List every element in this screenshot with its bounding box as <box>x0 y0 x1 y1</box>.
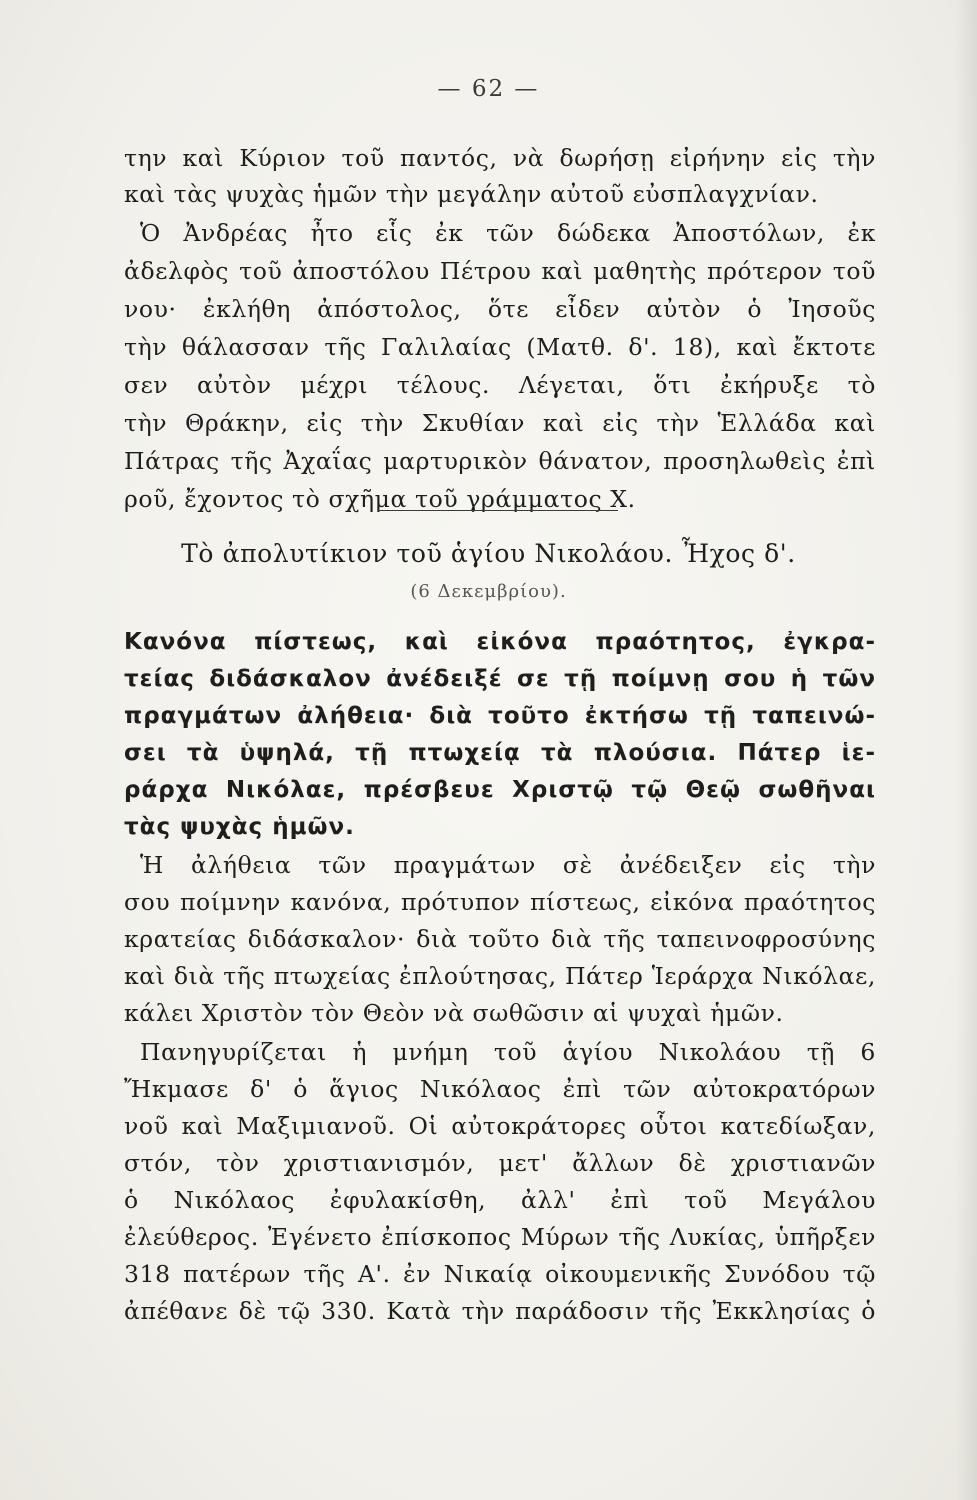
text-line: 318 πατέρων τῆς Α'. ἐν Νικαίᾳ οἰκουμενικῆς Συνόδου τῷ <box>124 1260 876 1288</box>
text-line: καὶ διὰ τῆς πτωχείας ἐπλούτησας, Πάτερ Ἱεράρχα Νικόλαε, <box>124 962 876 990</box>
section-heading: Τὸ ἀπολυτίκιον τοῦ ἁγίου Νικολάου. Ἦχος δ'. <box>181 539 796 568</box>
text-line: στόν, τὸν χριστιανισμόν, μετ' ἄλλων δὲ χριστιανῶν <box>124 1149 876 1177</box>
text-line: σεν αὐτὸν μέχρι τέλους. Λέγεται, ὅτι ἐκήρυξε τὸ <box>124 371 876 399</box>
text-line: σου ποίμνην κανόνα, πρότυπον πίστεως, εἰκόνα πραότητος <box>124 888 876 916</box>
feast-date: (6 Δεκεμβρίου). <box>410 581 567 602</box>
page-number: — 62 — <box>437 76 540 102</box>
text-line: ἀπέθανε δὲ τῷ 330. Κατὰ τὴν παράδοσιν τῆς Ἐκκλησίας ὁ <box>124 1297 876 1325</box>
text-line: Ἤκμασε δ' ὁ ἅγιος Νικόλαος ἐπὶ τῶν αὐτοκρατόρων <box>124 1075 876 1103</box>
text-line: Ὁ Ἀνδρέας ἦτο εἷς ἐκ τῶν δώδεκα Ἀποστόλων, ἐκ <box>140 219 876 247</box>
hymn-line: τείας διδάσκαλον ἀνέδειξέ σε τῇ ποίμνῃ σου ἡ τῶν <box>124 666 876 692</box>
text-line: τὴν Θράκην, εἰς τὴν Σκυθίαν καὶ εἰς τὴν Ἑλλάδα καὶ <box>124 409 876 437</box>
hymn-line: πραγμάτων ἀλήθεια· διὰ τοῦτο ἐκτήσω τῇ ταπεινώ- <box>124 703 876 729</box>
text-line: Πάτρας τῆς Ἀχαΐας μαρτυρικὸν θάνατον, προσηλωθεὶς ἐπὶ <box>124 447 876 475</box>
text-line: καὶ τὰς ψυχὰς ἡμῶν τὴν μεγάλην αὐτοῦ εὐσπλαγχνίαν. <box>124 180 819 208</box>
text-line: την καὶ Κύριον τοῦ παντός, νὰ δωρήσῃ εἰρήνην εἰς τὴν <box>124 144 876 172</box>
text-line: ροῦ, ἔχοντος τὸ σχῆμα τοῦ γράμματος Χ. <box>124 485 636 513</box>
text-line: ὁ Νικόλαος ἐφυλακίσθη, ἀλλ' ἐπὶ τοῦ Μεγάλου <box>124 1186 876 1214</box>
text-line: κρατείας διδάσκαλον· διὰ τοῦτο διὰ τῆς ταπεινοφροσύνης <box>124 925 876 953</box>
text-line: κάλει Χριστὸν τὸν Θεὸν νὰ σωθῶσιν αἱ ψυχαὶ ἡμῶν. <box>124 999 784 1027</box>
text-line: νου· ἐκλήθη ἀπόστολος, ὅτε εἶδεν αὐτὸν ὁ Ἰησοῦς <box>124 295 876 323</box>
hymn-line: Κανόνα πίστεως, καὶ εἰκόνα πραότητος, ἐγκρα- <box>124 629 876 655</box>
text-line: Ἡ ἀλήθεια τῶν πραγμάτων σὲ ἀνέδειξεν εἰς τὴν <box>140 851 876 879</box>
text-line: νοῦ καὶ Μαξιμιανοῦ. Οἱ αὐτοκράτορες οὗτοι κατεδίωξαν, <box>124 1112 876 1140</box>
page-edge-shadow <box>955 0 977 1500</box>
section-divider <box>378 510 618 511</box>
text-line: Πανηγυρίζεται ἡ μνήμη τοῦ ἁγίου Νικολάου τῇ 6 <box>140 1038 876 1066</box>
hymn-line: ράρχα Νικόλαε, πρέσβευε Χριστῷ τῷ Θεῷ σωθῆναι <box>124 777 876 803</box>
hymn-line: τὰς ψυχὰς ἡμῶν. <box>124 814 355 840</box>
text-line: ἀδελφὸς τοῦ ἀποστόλου Πέτρου καὶ μαθητὴς πρότερον τοῦ <box>124 257 876 285</box>
text-line: ἐλεύθερος. Ἐγένετο ἐπίσκοπος Μύρων τῆς Λυκίας, ὑπῆρξεν <box>124 1223 876 1251</box>
hymn-line: σει τὰ ὑψηλά, τῇ πτωχείᾳ τὰ πλούσια. Πάτερ ἱε- <box>124 740 876 766</box>
text-line: τὴν θάλασσαν τῆς Γαλιλαίας (Ματθ. δ'. 18), καὶ ἔκτοτε <box>124 333 876 361</box>
